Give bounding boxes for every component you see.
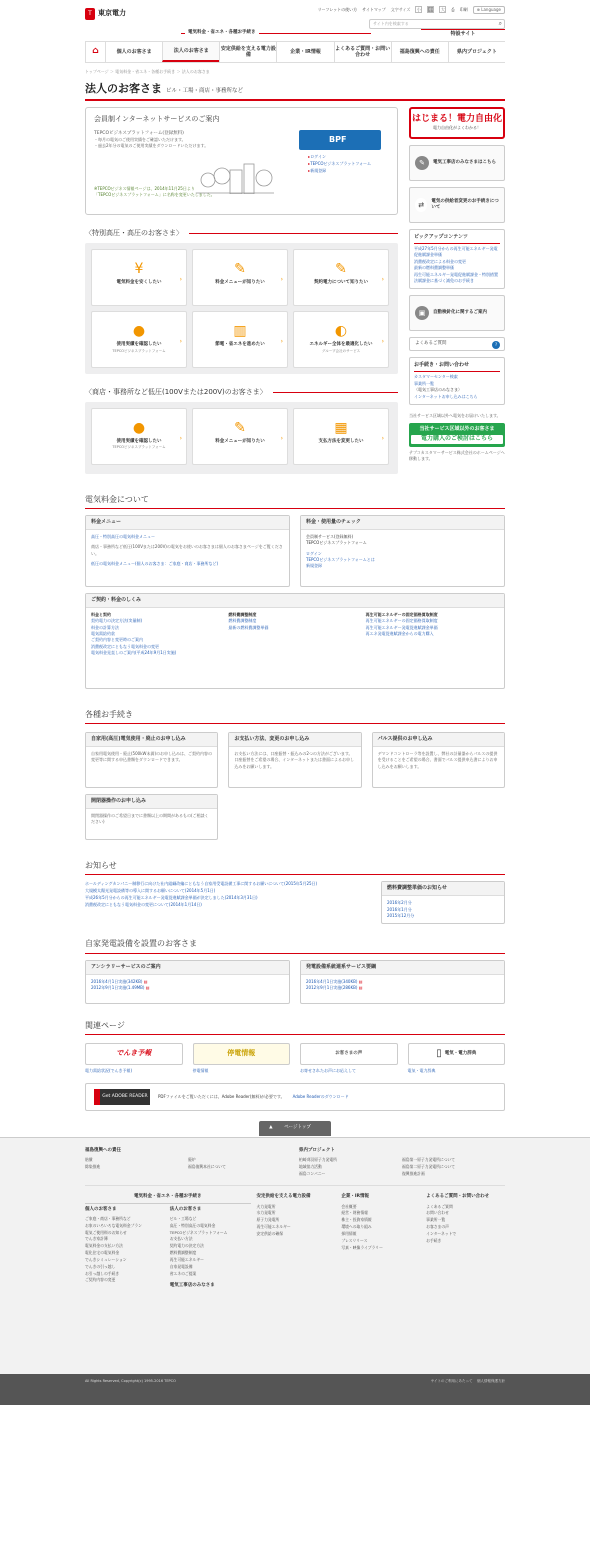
shikumi-card xyxy=(85,593,505,689)
customer-voice-banner[interactable]: お客さまの声 xyxy=(300,1043,398,1065)
tile-label: 節電・省エネを進めたい xyxy=(215,341,265,347)
faq-label: よくあるご質問 xyxy=(415,341,447,347)
net-service-platform: TEPCOビジネスプラットフォーム(登録無料) xyxy=(94,130,184,136)
shikumi-link[interactable]: 燃料費調整制度 xyxy=(228,618,257,624)
bpf-link[interactable]: ▸TEPCOビジネスプラットフォーム xyxy=(308,160,371,166)
footer-link[interactable]: 採用情報 xyxy=(341,1230,357,1236)
pickup-link[interactable]: 平成27年5月分からの再生可能エネルギー発電促進賦課金単価 xyxy=(414,245,498,258)
footer-link[interactable]: お客さまの声 xyxy=(426,1224,449,1230)
adobe-text: PDFファイルをご覧いただくには、Adobe Reader(無料)が必要です。 xyxy=(158,1094,285,1100)
global-nav xyxy=(85,41,505,63)
procedure-heading: パルス提供のお申し込み xyxy=(373,733,504,747)
tile-button[interactable] xyxy=(91,408,187,465)
main-column xyxy=(85,107,398,474)
net-service-bullet: ・過去2年分の電気のご使用実績をダウンロードいただけます。 xyxy=(94,142,209,148)
ancillary-card xyxy=(85,960,290,1004)
footer-heading[interactable]: よくあるご質問・お問い合わせ xyxy=(426,1194,490,1200)
tile-label: 料金メニューが知りたい xyxy=(215,279,265,285)
tile-button[interactable] xyxy=(192,311,288,368)
logo-text: 東京電力 xyxy=(98,9,126,18)
outside-area-button[interactable] xyxy=(409,423,505,446)
chevron-right-icon: › xyxy=(179,275,182,283)
menu-card xyxy=(85,515,290,587)
gauge-icon: ◐ xyxy=(334,322,348,339)
tile-button[interactable] xyxy=(192,249,288,306)
footer-link[interactable]: 電気ご使用料のお知らせ xyxy=(85,1229,127,1235)
pdf-icon: ▤ xyxy=(358,984,363,990)
document-icon: ✎ xyxy=(234,419,246,436)
nav-item-hojin[interactable]: 法人のお客さま xyxy=(162,42,219,62)
related-caption[interactable]: お寄せされたお声にお応えして xyxy=(300,1067,356,1073)
bottom-link[interactable]: 個人情報保護方針 xyxy=(477,1378,505,1383)
net-service-note: 「TEPCOビジネスプラットフォーム」に名称を変更いたしました。 xyxy=(94,191,215,197)
tokubetsu-heading: 〈特別高圧・高圧のお客さま〉 xyxy=(85,229,398,239)
news-item[interactable]: 大規模太陽光発電設備等の導入に関するお願いについて(2014年5月1日) xyxy=(85,887,216,893)
tile-button[interactable] xyxy=(293,249,389,306)
footer-link[interactable]: 契約電力の決定方法 xyxy=(169,1243,204,1249)
footer-link[interactable]: インターネットで xyxy=(426,1230,457,1236)
bulb-icon: ● xyxy=(132,419,146,436)
ancillary-heading: アンシラリーサービスのご案内 xyxy=(86,961,289,975)
chevron-right-icon: › xyxy=(179,337,182,345)
procedure-card[interactable] xyxy=(372,732,505,788)
menu-card-heading: 料金メニュー xyxy=(86,516,289,530)
tile-label: 使用実績を確認したい xyxy=(116,438,162,444)
site-logo[interactable] xyxy=(85,8,126,20)
dictionary-banner[interactable]: ▯ 電気・電力辞典 xyxy=(408,1043,506,1065)
jiyu-banner[interactable] xyxy=(409,107,505,139)
nav-item-ir[interactable]: 企業・IR情報 xyxy=(276,42,333,62)
denki-yoho-banner[interactable]: でんき予報 xyxy=(85,1043,183,1065)
related-caption[interactable]: 停電情報 xyxy=(192,1067,209,1073)
special-site-label: 特設サイト xyxy=(421,29,505,38)
calculator-icon: ▦ xyxy=(334,419,348,436)
footer-heading[interactable]: 県内プロジェクト xyxy=(299,1147,335,1153)
building-illustration xyxy=(196,160,274,194)
copyright-bar xyxy=(0,1374,590,1405)
nav-item-faq[interactable]: よくあるご質問・お問い合わせ xyxy=(334,42,391,62)
fuel-adjust-link[interactable]: 2015年12月分 xyxy=(387,912,415,918)
register-link[interactable]: ▸新規登録 xyxy=(308,167,327,173)
related-item[interactable] xyxy=(300,1043,398,1074)
related-item[interactable] xyxy=(408,1043,506,1074)
footer-link[interactable]: 会社概要 xyxy=(341,1203,357,1209)
pagetop xyxy=(85,1121,505,1135)
shikumi-link[interactable]: 契約電力の決定方法(実量制) xyxy=(91,618,143,624)
footer-heading[interactable]: 法人のお客さま xyxy=(169,1206,202,1212)
chevron-right-icon: › xyxy=(381,337,384,345)
net-service-box xyxy=(85,107,398,215)
question-icon: ? xyxy=(492,341,500,349)
auto-meter-label: 自動検針化に関するご案内 xyxy=(433,310,487,316)
chevron-right-icon: › xyxy=(280,434,283,442)
fuel-adjust-link[interactable]: 2016年2月分 xyxy=(387,900,412,906)
pdf-icon: ▤ xyxy=(145,984,150,990)
site-footer xyxy=(0,1137,590,1374)
footer-link[interactable]: 火力発電所 xyxy=(256,1203,276,1209)
side-column xyxy=(409,107,505,474)
chart-icon: ▥ xyxy=(233,322,247,339)
page-title: 法人のお客さま xyxy=(85,81,162,95)
util-link-leaflet[interactable]: リーフレットの使い方 xyxy=(317,7,358,12)
bulb-icon: ● xyxy=(132,322,146,339)
pickup-link[interactable]: 再生可能エネルギー発電促進賦課金・特別措置法賦課金に基づく減免のお手続き xyxy=(414,271,498,283)
footer-link[interactable]: お問い合わせ xyxy=(426,1210,449,1216)
footer-heading[interactable]: 福島復興への責任 xyxy=(85,1147,121,1153)
outside-area-label: 当社サービス区域以外のお客さま xyxy=(419,426,495,433)
nav-item-project[interactable]: 県内プロジェクト xyxy=(448,42,505,62)
utility-links xyxy=(318,6,505,14)
related-item[interactable] xyxy=(85,1043,183,1074)
electrician-button[interactable] xyxy=(409,145,505,181)
tile-button[interactable] xyxy=(192,408,288,465)
copyright: All Rights Reserved, Copyright(c) 1995-2016 TEPCO xyxy=(85,1378,176,1383)
grid-connection-heading: 発電設備系統連系サービス要綱 xyxy=(301,961,504,975)
tools-icon: ✎ xyxy=(415,156,429,170)
related-list xyxy=(85,1043,505,1074)
footer-link[interactable]: でんきの引っ越し xyxy=(85,1263,116,1269)
news-heading: お知らせ xyxy=(85,860,505,875)
pickup-link[interactable]: 消費税改定による料金の変更 xyxy=(414,258,466,264)
net-service-title: 会員制インターネットサービスのご案内 xyxy=(94,114,220,123)
footer-link[interactable]: でんきシミュレーション xyxy=(85,1256,127,1262)
purchase-label: 電力購入のご検討はこちら xyxy=(411,435,503,443)
procedure-card[interactable] xyxy=(85,732,218,788)
pdf-icon: ▤ xyxy=(143,978,148,984)
footer-link[interactable]: 自家発電設備 xyxy=(169,1263,193,1269)
footer-link[interactable]: 福島コンパニー xyxy=(299,1170,326,1176)
footer-link[interactable]: 燃料費調整制度 xyxy=(169,1250,197,1256)
tile-label: 支払方法を変更したい xyxy=(318,438,364,444)
util-link-sitemap[interactable]: サイトマップ xyxy=(362,7,386,12)
breadcrumb[interactable]: トップページ ＞ 電気料金・省エネ・各種お手続き ＞ 法人のお客さま xyxy=(85,69,210,74)
footer-link[interactable]: お支払い方法 xyxy=(169,1236,193,1242)
switch-supplier-label: 電気の供給者変更のお手続きについて xyxy=(431,198,499,210)
footer-link[interactable]: 水力発電所 xyxy=(256,1210,276,1216)
check-link[interactable]: TEPCOビジネスプラットフォームとは xyxy=(306,556,375,562)
print-icon[interactable]: ⎙ xyxy=(451,7,455,12)
footer-heading[interactable]: 安定供給を支える電力設備 xyxy=(256,1194,311,1200)
group-label: 電気料金・省エネ・各種お手続き xyxy=(185,30,259,36)
fuel-adjust-heading: 燃料費調整単価のお知らせ xyxy=(382,882,504,896)
procedure-text: お支払い方法には、口座振替・振込みの2つの方法がございます。口座振替をご希望の場合、インターネットまたは書面によるお申し込みをお願いします。 xyxy=(234,750,354,769)
bpf-banner[interactable]: BPF xyxy=(299,130,381,150)
tile-button[interactable] xyxy=(91,249,187,306)
font-size-small-button[interactable]: 小 xyxy=(416,7,421,13)
search-input[interactable] xyxy=(369,19,505,29)
search-icon[interactable]: ⌕ xyxy=(498,20,502,27)
footer-link[interactable]: 省エネのご提案 xyxy=(169,1270,197,1276)
home-icon[interactable]: ⌂ xyxy=(85,42,105,62)
shikumi-link[interactable]: 再生可能エネルギー発電促進賦課金単価 xyxy=(365,624,438,630)
contact-link[interactable]: インターネットお申し込みはこちら xyxy=(414,393,478,399)
jika-heading: 自家発電設備を設置のお客さま xyxy=(85,938,505,953)
procedure-text: 自家用電気使用・廃止(500kW未満)のお申し込みは、ご契約内容の変更等に関する申込書類をダウンロードできます。 xyxy=(91,750,213,763)
chevron-right-icon: › xyxy=(381,434,384,442)
news-item[interactable]: 平成26年5月分からの再生可能エネルギー発電促進賦課金単価が決定しました(2014年3月31日) xyxy=(85,894,258,900)
language-label: Language xyxy=(481,7,501,12)
adobe-download-link[interactable]: Adobe Readerのダウンロード xyxy=(292,1094,349,1100)
chevron-right-icon: › xyxy=(381,275,384,283)
procedure-text: デマンドコントローラ等を設置し、弊社の計量器からパルスの提供を受けることをご希望の場合、書面でパルス提供申込書によりお申し込みをお願いします。 xyxy=(377,750,498,769)
auto-meter-button[interactable] xyxy=(409,295,505,331)
font-size-large-button[interactable]: 大 xyxy=(440,7,445,13)
tile-label: 料金メニューが知りたい xyxy=(215,438,265,444)
pagetop-button[interactable]: ▲ ページトップ xyxy=(259,1121,331,1135)
pdf-link[interactable]: 2016年4月1日実施(342KB) ▤ xyxy=(91,978,148,984)
check-card xyxy=(300,515,505,587)
footer-link[interactable]: 経営・財務情報 xyxy=(341,1210,368,1216)
yen-icon: ¥ xyxy=(134,260,144,277)
globe-icon: ⊕ xyxy=(476,7,482,12)
footer-link[interactable]: 事業所一覧 xyxy=(426,1217,446,1223)
shikumi-link[interactable]: 最新の燃料費調整単価 xyxy=(228,624,269,630)
tile-sublabel: TEPCOビジネスプラットフォーム xyxy=(112,348,166,353)
footer-link[interactable]: お家のいろいろな電気料金プラン xyxy=(85,1222,142,1228)
shikumi-col-heading: 再生可能エネルギーの固定価格買取制度 xyxy=(365,611,438,617)
nav-item-setsubi[interactable]: 安定供給を支える電力設備 xyxy=(219,42,276,62)
footer-link[interactable]: 柏崎刈羽原子力発電所 xyxy=(299,1156,337,1162)
footer-group-heading: 電気料金・省エネ・各種お手続き xyxy=(85,1194,251,1203)
footer-link[interactable]: 賠償 xyxy=(85,1156,93,1162)
tile-label: 契約電力について知りたい xyxy=(314,279,368,285)
chevron-right-icon: › xyxy=(280,337,283,345)
related-caption[interactable]: 電気・電力辞典 xyxy=(407,1067,436,1073)
switch-supplier-button[interactable] xyxy=(409,187,505,223)
procedure-heading: 自家用(高圧)電気使用・廃止のお申し込み xyxy=(86,733,217,747)
contact-heading: お手続き・お問い合わせ xyxy=(414,362,500,372)
check-text: TEPCOビジネスプラットフォーム xyxy=(306,540,367,546)
check-card-heading: 料金・使用量のチェック xyxy=(301,516,504,530)
related-heading: 関連ページ xyxy=(85,1020,505,1035)
net-service-bullet: ・毎月の電気のご使用実績をご確認いただけます。 xyxy=(94,137,186,143)
pdf-icon: ▤ xyxy=(358,978,363,984)
contact-box xyxy=(409,357,505,405)
electrician-label: 電気工事店のみなさまはこちら xyxy=(433,159,496,165)
shikumi-link[interactable]: ご契約内容と変更時のご案内 xyxy=(91,637,143,643)
grid-connection-card xyxy=(300,960,505,1004)
tile-sublabel: グループ会社のサービス xyxy=(321,348,361,353)
book-icon: ▯ xyxy=(436,1047,442,1059)
tokubetsu-tiles xyxy=(85,243,398,374)
pickup-link[interactable]: 最新の燃料費調整単価 xyxy=(414,265,454,271)
nav-item-kojin[interactable]: 個人のお客さま xyxy=(105,42,162,62)
fuel-adjust-card xyxy=(381,881,505,924)
news-list xyxy=(85,881,369,924)
footer-link[interactable]: 電気料金の支払い方法 xyxy=(85,1243,123,1249)
tetsuzuki-heading: 各種お手続き xyxy=(85,709,505,724)
tile-label: 使用実績を確認したい xyxy=(116,341,162,347)
shikumi-col-heading: 料金と契約 xyxy=(91,611,111,617)
contact-link[interactable]: カスタマーセンター検索 xyxy=(414,374,458,380)
ryokin-heading: 電気料金について xyxy=(85,494,505,509)
jiyu-title: はじまる！電力自由化 xyxy=(411,113,502,124)
footer-link[interactable]: 除染推進 xyxy=(85,1163,101,1169)
pdf-link[interactable]: 2012年9月1日実施(1.49MB) ▤ xyxy=(91,984,150,990)
footer-link[interactable]: ご契約内容の変更 xyxy=(85,1277,116,1283)
procedure-card[interactable] xyxy=(228,732,361,788)
pickup-box xyxy=(409,229,505,289)
footer-link[interactable]: 復興推進計画 xyxy=(402,1170,425,1176)
bottom-link[interactable]: サイトのご利用にあたって xyxy=(430,1378,473,1383)
nav-item-fukko[interactable]: 福島復興への責任 xyxy=(391,42,448,62)
teiatsu-heading: 〈商店・事務所など低圧(100Vまたは200V)のお客さま〉 xyxy=(85,388,398,398)
document-icon: ✎ xyxy=(335,260,347,277)
tepco-cs-note: テプコカスタマーサービス株式会社のホームページへ移動します。 xyxy=(409,449,505,462)
related-item[interactable] xyxy=(193,1043,291,1074)
page-title-row xyxy=(85,81,505,101)
shikumi-link[interactable]: 消費税改定にともなう電気料金の変更 xyxy=(91,643,159,649)
footer-heading[interactable]: 電気工事店のみなさま xyxy=(169,1283,215,1289)
chevron-right-icon: › xyxy=(179,434,182,442)
related-caption[interactable]: 電力需給状況(でんき予報) xyxy=(85,1067,133,1073)
footer-link[interactable]: 高圧・特別高圧の電気料金 xyxy=(169,1222,216,1228)
procedure-text: 開閉器操作のご希望日までに書類以上の期間があるもの(ご相談ください) xyxy=(91,812,209,825)
bpf-links xyxy=(308,154,371,174)
fuel-adjust-link[interactable]: 2016年1月分 xyxy=(387,906,412,912)
shikumi-link[interactable]: 再生可能エネルギーの固定価格買取制度 xyxy=(365,618,438,624)
footer-link[interactable]: 原子力発電所 xyxy=(256,1217,280,1223)
tile-button[interactable] xyxy=(91,311,187,368)
footer-link[interactable]: プレスリリース xyxy=(341,1237,368,1243)
footer-link[interactable]: 電化住宅の電気料金 xyxy=(85,1250,120,1256)
teiatsu-tiles xyxy=(85,402,398,474)
shikumi-heading: ご契約・料金のしくみ xyxy=(86,594,504,608)
page-subtitle: ビル・工場・商店・事務所など xyxy=(166,87,244,94)
procedure-heading: 開閉器操作のお申し込み xyxy=(86,795,217,809)
footer-link[interactable]: 地域協力活動 xyxy=(299,1163,322,1169)
search-placeholder: サイト内を検索する xyxy=(373,21,409,26)
footer-link[interactable]: 株主・投資家情報 xyxy=(341,1217,372,1223)
footer-link[interactable]: 廃炉 xyxy=(188,1156,196,1162)
shikumi-link[interactable]: 再エネ発電促進賦課金からの電力購入 xyxy=(365,630,434,636)
footer-link[interactable]: 写真・映像ライブラリー xyxy=(341,1244,383,1250)
tile-button[interactable] xyxy=(293,311,389,368)
meter-icon: ▣ xyxy=(415,306,429,320)
footer-link[interactable]: でんき家計簿 xyxy=(85,1236,108,1242)
contact-link[interactable]: 〈電気工事店のみなさま〉 xyxy=(414,387,462,393)
shikumi-link[interactable]: 料金の計算方法 xyxy=(91,624,119,630)
pickup-heading: ピックアップコンテンツ xyxy=(414,234,500,244)
pdf-link[interactable]: 2016年4月1日実施(340KB) ▤ xyxy=(306,978,363,984)
login-link[interactable]: ▸ログイン xyxy=(308,153,326,159)
tile-label: エネルギー全体を最適化したい xyxy=(309,341,373,347)
swap-icon: ⇄ xyxy=(415,198,427,212)
faq-button[interactable] xyxy=(409,337,505,351)
footer-link[interactable]: 安定供給の確保 xyxy=(256,1230,284,1236)
check-link[interactable]: 新規登録 xyxy=(306,563,322,569)
footer-heading[interactable]: 企業・IR情報 xyxy=(341,1194,369,1200)
news-item[interactable]: 消費税改定にともなう電気料金の変更について(2014年1月14日) xyxy=(85,901,202,907)
footer-link[interactable]: ビル・工場など xyxy=(169,1215,197,1221)
adobe-reader-logo[interactable]: Get ADOBE READER xyxy=(94,1089,150,1105)
footer-link[interactable]: 福島復興本社について xyxy=(188,1163,226,1169)
contact-link[interactable]: 事業所一覧 xyxy=(414,380,434,386)
tepco-logo-icon: T xyxy=(85,8,95,20)
pdf-link[interactable]: 2012年9月1日実施(286KB) ▤ xyxy=(306,984,363,990)
menu-text: 商店・事務所など低圧(100Vまたは200V)の電気をお使いのお客さまは個人のお客さまページをご覧ください。 xyxy=(91,544,283,556)
procedure-card[interactable] xyxy=(85,794,218,840)
news-item[interactable]: ホールディングカンパニー制移行に向けた社内組織改編にともなう自家用受電設備工事に関するお願いについて(2015年5月25日) xyxy=(85,881,318,887)
footer-link[interactable]: TEPCOビジネスプラットフォーム xyxy=(169,1229,228,1235)
print-link[interactable]: 印刷 xyxy=(459,7,468,12)
tile-sublabel: TEPCOビジネスプラットフォーム xyxy=(112,445,166,450)
group-divider xyxy=(181,30,371,35)
jiyu-subtitle: 電力自由化がよくわかる！ xyxy=(433,124,481,130)
footer-link[interactable]: 再生可能エネルギー xyxy=(169,1256,204,1262)
site-header xyxy=(85,0,505,38)
menu-link[interactable]: 低圧の電気料金メニュー(個人のお客さま：ご家庭・商店・事務所など) xyxy=(91,560,219,566)
check-text: 会員制サービス(登録無料) xyxy=(306,533,354,539)
footer-link[interactable]: よくあるご質問 xyxy=(426,1203,453,1209)
footer-link[interactable]: 福島第二原子力発電所について xyxy=(402,1163,456,1169)
font-size-medium-button[interactable]: 中 xyxy=(428,7,433,13)
footer-link[interactable]: 再生可能エネルギー xyxy=(256,1224,291,1230)
check-link[interactable]: ログイン xyxy=(306,550,322,556)
net-service-note: ※TEPCOビジネス情報ページは、2014年11月25日より xyxy=(94,186,195,192)
font-size-label: 文字サイズ xyxy=(390,7,411,12)
shikumi-link[interactable]: 電気料金見直しのご案内(平成24年9月1日実施) xyxy=(91,650,177,656)
chevron-right-icon: › xyxy=(280,275,283,283)
outage-banner[interactable]: 停電情報 xyxy=(193,1043,291,1065)
area-note: 当社サービス区域以外へ電気をお届けいたします。 xyxy=(409,412,501,418)
footer-link[interactable]: 環境への取り組み xyxy=(341,1224,372,1230)
shikumi-link[interactable]: 電気需給約款 xyxy=(91,630,115,636)
shikumi-col-heading: 燃料費調整制度 xyxy=(228,611,257,617)
tile-button[interactable] xyxy=(293,408,389,465)
document-icon: ✎ xyxy=(234,260,246,277)
footer-link[interactable]: お手続き xyxy=(426,1237,442,1243)
footer-heading[interactable]: 個人のお客さま xyxy=(85,1206,117,1212)
language-button[interactable] xyxy=(473,6,505,14)
footer-link[interactable]: お引っ越しの手続き xyxy=(85,1270,120,1276)
adobe-reader-box xyxy=(85,1083,505,1111)
tile-label: 電気料金を安くしたい xyxy=(116,279,162,285)
footer-link[interactable]: ご家庭・商店・事務所など xyxy=(85,1215,131,1221)
footer-link[interactable]: 福島第一原子力発電所について xyxy=(402,1156,456,1162)
procedure-heading: お支払い方法、変更のお申し込み xyxy=(229,733,360,747)
menu-link[interactable]: 高圧・特別高圧の電気料金メニュー xyxy=(91,533,155,539)
